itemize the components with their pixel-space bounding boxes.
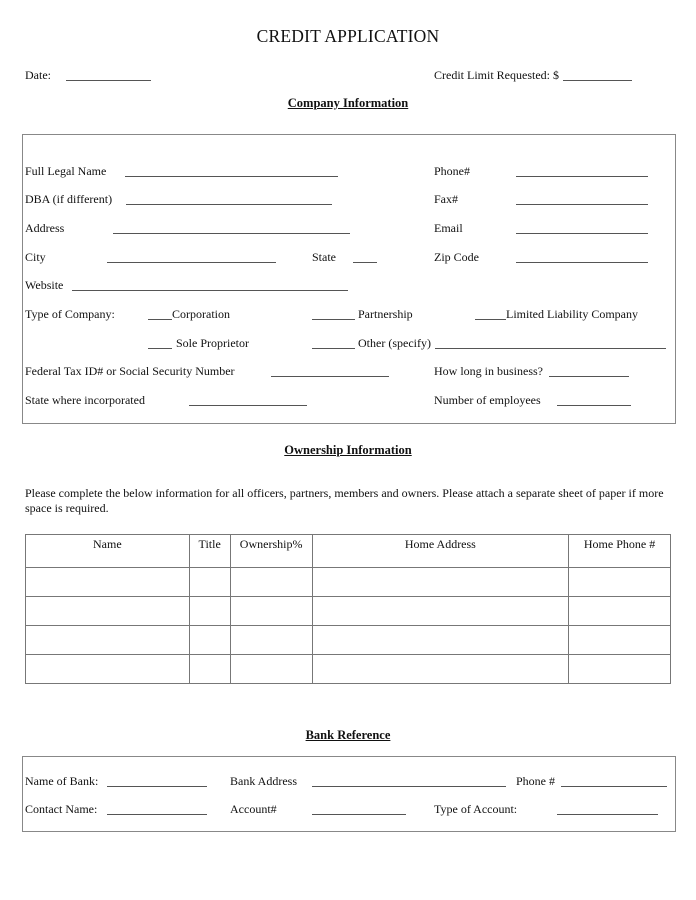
- page-title: CREDIT APPLICATION: [256, 26, 440, 46]
- cell-title[interactable]: [189, 655, 230, 684]
- table-row: [26, 568, 671, 597]
- num-employees-label: Number of employees: [434, 393, 541, 407]
- cell-home-address[interactable]: [312, 655, 569, 684]
- address-label: Address: [25, 221, 65, 235]
- dba-label: DBA (if different): [25, 192, 113, 206]
- fax-label: Fax#: [434, 192, 458, 206]
- website-field[interactable]: [72, 290, 348, 291]
- contact-name-field[interactable]: [107, 814, 207, 815]
- partnership-checkline[interactable]: [312, 319, 355, 320]
- col-header-name: Name: [26, 535, 190, 568]
- bank-name-field[interactable]: [107, 786, 207, 787]
- account-type-label: Type of Account:: [434, 802, 518, 816]
- col-header-home-address: Home Address: [312, 535, 569, 568]
- cell-title[interactable]: [189, 626, 230, 655]
- table-row: [26, 626, 671, 655]
- cell-home-phone[interactable]: [569, 655, 671, 684]
- corporation-checkline[interactable]: [148, 319, 172, 320]
- cell-home-address[interactable]: [312, 568, 569, 597]
- account-label: Account#: [230, 802, 277, 816]
- company-info-box: [22, 134, 676, 424]
- cell-home-phone[interactable]: [569, 626, 671, 655]
- zip-label: Zip Code: [434, 250, 479, 264]
- zip-field[interactable]: [516, 262, 648, 263]
- tax-id-field[interactable]: [271, 376, 389, 377]
- city-field[interactable]: [107, 262, 276, 263]
- bank-reference-box: [22, 756, 676, 832]
- ownership-instructions: Please complete the below information for all officers, partners, members and owners. Please attach a separate sheet of paper if more space is required.: [25, 486, 664, 515]
- date-field[interactable]: [66, 80, 151, 81]
- llc-checkline[interactable]: [475, 319, 506, 320]
- cell-home-address[interactable]: [312, 626, 569, 655]
- company-info-heading: Company Information: [287, 96, 409, 110]
- website-label: Website: [25, 278, 64, 292]
- ownership-table: [25, 534, 671, 684]
- other-option: Other (specify): [358, 336, 431, 350]
- bank-address-label: Bank Address: [230, 774, 297, 788]
- cell-ownership[interactable]: [230, 626, 312, 655]
- ownership-info-heading: Ownership Information: [284, 443, 412, 457]
- cell-home-phone[interactable]: [569, 568, 671, 597]
- account-type-field[interactable]: [557, 814, 658, 815]
- cell-name[interactable]: [26, 626, 190, 655]
- partnership-option: Partnership: [358, 307, 413, 321]
- other-specify-field[interactable]: [435, 348, 666, 349]
- contact-name-label: Contact Name:: [25, 802, 98, 816]
- company-type-label: Type of Company:: [25, 307, 115, 321]
- date-label: Date:: [25, 68, 51, 82]
- state-field[interactable]: [353, 262, 377, 263]
- credit-limit-label: Credit Limit Requested: $: [434, 68, 559, 82]
- cell-home-address[interactable]: [312, 597, 569, 626]
- table-row: [26, 655, 671, 684]
- corporation-option: Corporation: [172, 307, 230, 321]
- how-long-field[interactable]: [549, 376, 629, 377]
- cell-home-phone[interactable]: [569, 597, 671, 626]
- email-label: Email: [434, 221, 463, 235]
- tax-id-label: Federal Tax ID# or Social Security Number: [25, 364, 235, 378]
- col-header-ownership: Ownership%: [230, 535, 312, 568]
- bank-phone-field[interactable]: [561, 786, 667, 787]
- sole-proprietor-option: Sole Proprietor: [176, 336, 249, 350]
- phone-field[interactable]: [516, 176, 648, 177]
- cell-ownership[interactable]: [230, 655, 312, 684]
- cell-ownership[interactable]: [230, 597, 312, 626]
- account-field[interactable]: [312, 814, 406, 815]
- sole-proprietor-checkline[interactable]: [148, 348, 172, 349]
- llc-option: Limited Liability Company: [506, 307, 638, 321]
- state-incorporated-label: State where incorporated: [25, 393, 145, 407]
- cell-name[interactable]: [26, 655, 190, 684]
- num-employees-field[interactable]: [557, 405, 631, 406]
- bank-reference-heading: Bank Reference: [305, 728, 391, 742]
- city-label: City: [25, 250, 46, 264]
- cell-name[interactable]: [26, 597, 190, 626]
- full-legal-name-label: Full Legal Name: [25, 164, 107, 178]
- col-header-home-phone: Home Phone #: [569, 535, 671, 568]
- cell-title[interactable]: [189, 597, 230, 626]
- full-legal-name-field[interactable]: [125, 176, 338, 177]
- cell-title[interactable]: [189, 568, 230, 597]
- credit-limit-field[interactable]: [563, 80, 632, 81]
- address-field[interactable]: [113, 233, 350, 234]
- table-header-row: [26, 535, 671, 568]
- bank-name-label: Name of Bank:: [25, 774, 99, 788]
- email-field[interactable]: [516, 233, 648, 234]
- other-checkline[interactable]: [312, 348, 355, 349]
- state-label: State: [312, 250, 336, 264]
- state-incorporated-field[interactable]: [189, 405, 307, 406]
- bank-phone-label: Phone #: [516, 774, 555, 788]
- col-header-title: Title: [189, 535, 230, 568]
- how-long-label: How long in business?: [434, 364, 543, 378]
- table-row: [26, 597, 671, 626]
- fax-field[interactable]: [516, 204, 648, 205]
- dba-field[interactable]: [126, 204, 332, 205]
- cell-ownership[interactable]: [230, 568, 312, 597]
- phone-label: Phone#: [434, 164, 470, 178]
- cell-name[interactable]: [26, 568, 190, 597]
- bank-address-field[interactable]: [312, 786, 506, 787]
